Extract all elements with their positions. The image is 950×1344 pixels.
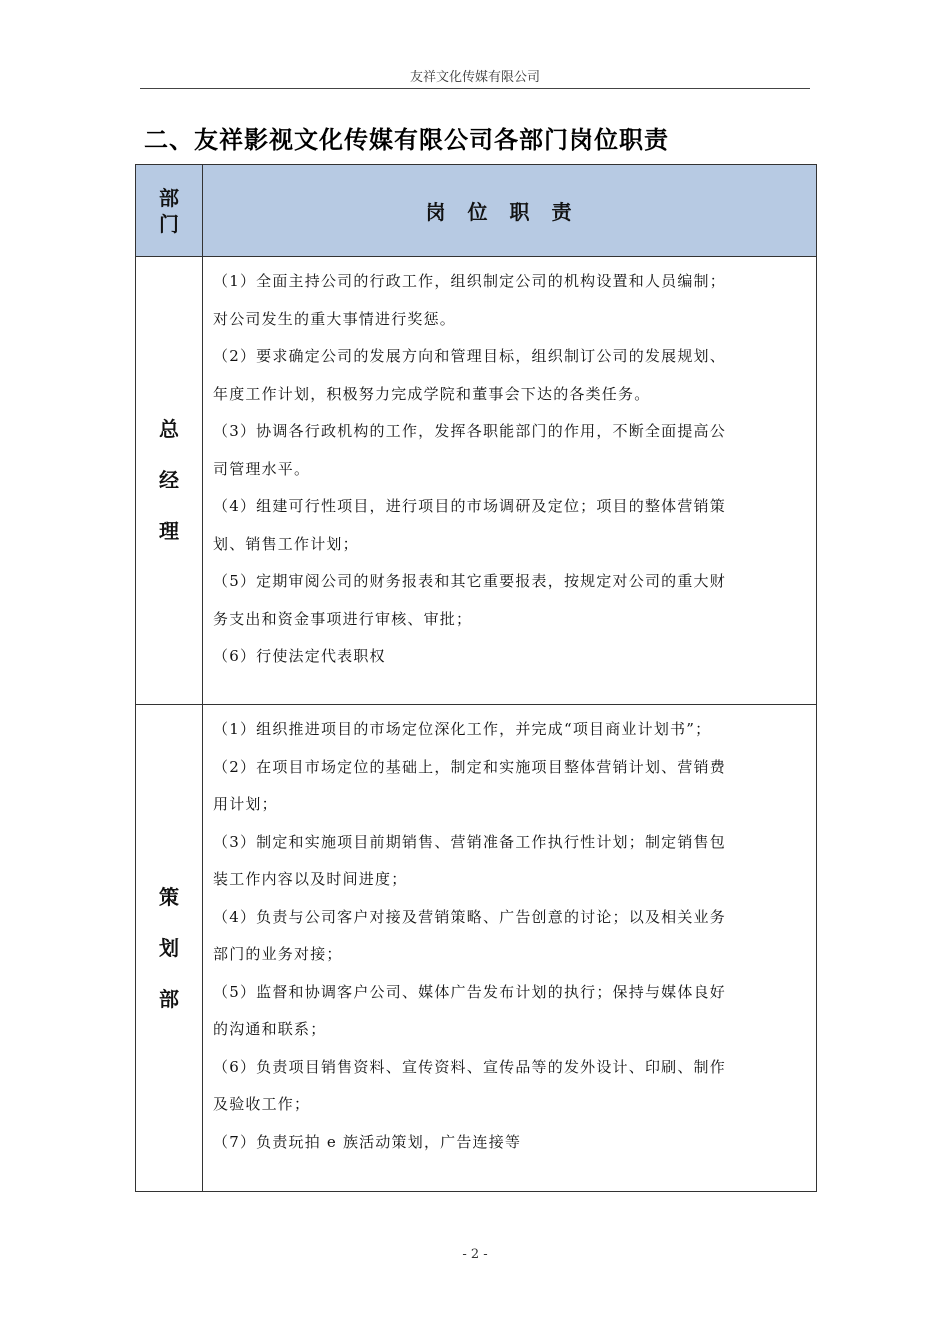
header-dept — [136, 165, 203, 257]
duty-line: 及验收工作； — [213, 1095, 311, 1113]
duty-list — [203, 257, 817, 705]
duty-line: （5）监督和协调客户公司、媒体广告发布计划的执行；保持与媒体良好 — [213, 982, 726, 1001]
duty-line: 务支出和资金事项进行审核、审批； — [213, 609, 473, 628]
duty-line: （3）协调各行政机构的工作，发挥各职能部门的作用，不断全面提高公 — [213, 422, 726, 440]
page-title: 二、友祥影视文化传媒有限公司各部门岗位职责 — [144, 126, 669, 154]
duty-line: 年度工作计划，积极努力完成学院和董事会下达的各类任务。 — [213, 384, 651, 403]
duty-line: 对公司发生的重大事情进行奖惩。 — [213, 309, 457, 328]
dept-char: 部 — [159, 986, 179, 1011]
duty-line: 装工作内容以及时间进度； — [213, 870, 408, 888]
table-header-row — [136, 165, 817, 257]
page-number: - 2 - — [462, 1247, 488, 1262]
dept-char: 划 — [159, 935, 179, 960]
duty-line: （2）要求确定公司的发展方向和管理目标，组织制订公司的发展规划、 — [213, 347, 726, 365]
dept-char: 策 — [159, 884, 179, 909]
dept-planning — [136, 705, 203, 1192]
duty-list — [203, 705, 817, 1192]
header-dept-char: 部 — [159, 185, 179, 210]
header-duty: 岗位职责 — [203, 165, 817, 257]
duty-line: （7）负责玩拍 e 族活动策划，广告连接等 — [213, 1132, 522, 1151]
duty-line: （1）组织推进项目的市场定位深化工作，并完成“项目商业计划书”； — [213, 720, 712, 738]
duty-line: （3）制定和实施项目前期销售、营销准备工作执行性计划；制定销售包 — [213, 832, 726, 851]
duty-line: 部门的业务对接； — [213, 945, 343, 963]
running-header: 友祥文化传媒有限公司 — [409, 70, 540, 85]
duty-line: （6）行使法定代表职权 — [213, 647, 386, 665]
dept-char: 总 — [159, 417, 179, 441]
duty-line: （5）定期审阅公司的财务报表和其它重要报表，按规定对公司的重大财 — [213, 572, 726, 590]
duty-line: 的沟通和联系； — [213, 1020, 327, 1038]
duty-line: 划、销售工作计划； — [213, 534, 359, 553]
duty-line: （4）组建可行性项目，进行项目的市场调研及定位；项目的整体营销策 — [213, 497, 726, 515]
table-row — [136, 705, 817, 1192]
duty-line: （6）负责项目销售资料、宣传资料、宣传品等的发外设计、印刷、制作 — [213, 1057, 726, 1076]
table-row — [136, 257, 817, 705]
dept-char: 经 — [159, 468, 179, 492]
duty-line: 用计划； — [213, 795, 278, 813]
duty-line: 司管理水平。 — [213, 459, 311, 478]
duty-line: （1）全面主持公司的行政工作，组织制定公司的机构设置和人员编制； — [213, 272, 726, 290]
duties-table — [135, 164, 817, 1192]
dept-char: 理 — [159, 519, 179, 543]
header-dept-char: 门 — [159, 211, 179, 236]
dept-general-manager — [136, 257, 203, 705]
duty-line: （4）负责与公司客户对接及营销策略、广告创意的讨论；以及相关业务 — [213, 907, 726, 926]
duty-line: （2）在项目市场定位的基础上，制定和实施项目整体营销计划、营销费 — [213, 757, 726, 776]
header-divider — [140, 88, 810, 89]
